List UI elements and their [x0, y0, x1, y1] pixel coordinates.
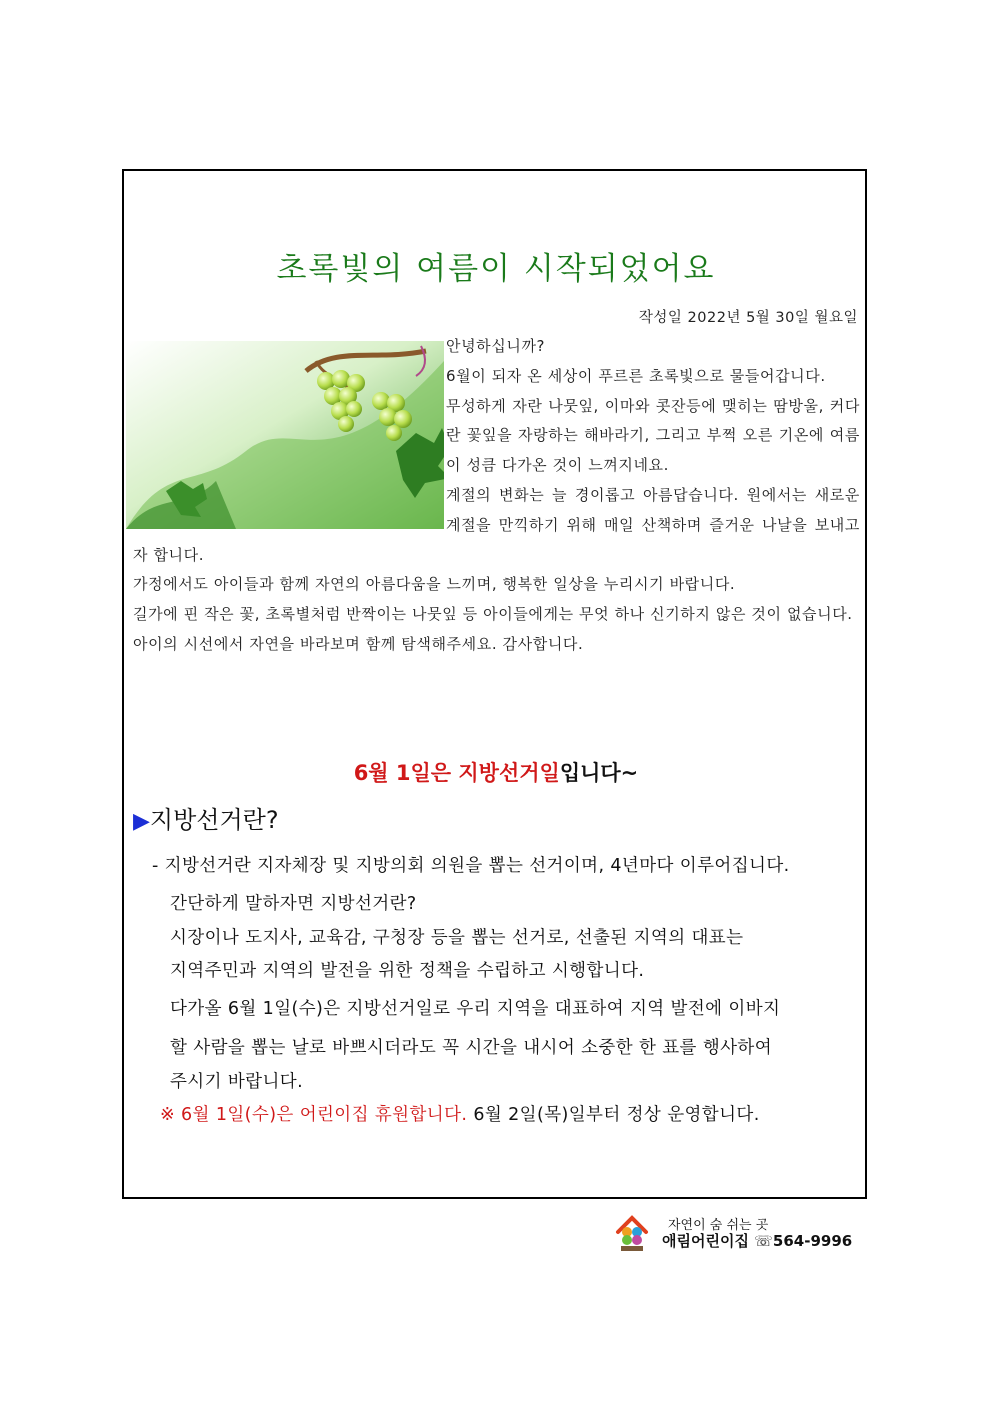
- closure-notice-red: ※ 6월 1일(수)은 어린이집 휴원합니다.: [160, 1105, 468, 1125]
- letter-paragraph: 무성하게 자란 나뭇잎, 이마와 콧잔등에 맺히는 땀방울, 커다란 꽃잎을 자랑하는 해바라기, 그리고 부쩍 오른 기온에 여름이 성큼 다가온 것이 느껴지네요.: [446, 396, 860, 475]
- closure-notice: [160, 1101, 760, 1126]
- footer-slogan: 자연이 숨 쉬는 곳: [668, 1218, 769, 1233]
- daycare-logo-icon: [613, 1212, 651, 1252]
- greeting: 안녕하십니까?: [446, 337, 546, 355]
- letter-paragraph: 계절의 변화는 늘 경이롭고 아름답습니다. 원에서는 새로운 계절을 만끽하기 위해 매일 산책하며 즐거운 나날을 보내고자 합니다.: [133, 485, 860, 564]
- letter-body: [133, 332, 860, 660]
- election-line: 지역주민과 지역의 발전을 위한 정책을 수립하고 시행합니다.: [170, 961, 645, 981]
- election-heading-red: 6월 1일은 지방선거일: [353, 761, 560, 785]
- election-line: 시장이나 도지사, 교육감, 구청장 등을 뽑는 선거로, 선출된 지역의 대표는: [170, 928, 744, 948]
- election-subheading: [133, 800, 279, 835]
- closure-notice-resume: 6월 2일(목)일부터 정상 운영합니다.: [467, 1105, 760, 1125]
- election-line: 주시기 바랍니다.: [170, 1072, 304, 1092]
- election-line: 간단하게 말하자면 지방선거란?: [170, 894, 417, 914]
- letter-paragraph: 6월이 되자 온 세상이 푸르른 초록빛으로 물들어갑니다.: [446, 366, 826, 385]
- election-heading: [0, 757, 992, 787]
- election-heading-suffix: 입니다~: [559, 761, 639, 785]
- election-line: - 지방선거란 지자체장 및 지방의회 의원을 뽑는 선거이며, 4년마다 이루어집니다.: [152, 856, 790, 876]
- election-subheading-text: 지방선거란?: [149, 806, 279, 834]
- letter-paragraph: 가정에서도 아이들과 함께 자연의 아름다움을 느끼며, 행복한 일상을 누리시기 바랍니다.: [133, 575, 736, 594]
- letter-paragraph: 아이의 시선에서 자연을 바라보며 함께 탐색해주세요. 감사합니다.: [133, 634, 584, 653]
- footer-name-phone: 애림어린이집 ☏564-9996: [662, 1232, 853, 1250]
- letter-date: 작성일 2022년 5월 30일 월요일: [638, 310, 858, 326]
- election-line: 다가올 6월 1일(수)은 지방선거일로 우리 지역을 대표하여 지역 발전에 이바지: [170, 999, 781, 1019]
- election-line: 할 사람을 뽑는 날로 바쁘시더라도 꼭 시간을 내시어 소중한 한 표를 행사하여: [170, 1038, 773, 1058]
- triangle-marker-icon: ▶: [133, 809, 150, 834]
- letter-paragraph: 길가에 핀 작은 꽃, 초록별처럼 반짝이는 나뭇잎 등 아이들에게는 무엇 하나 신기하지 않은 것이 없습니다.: [133, 605, 853, 624]
- letter-title: 초록빛의 여름이 시작되었어요: [276, 251, 716, 287]
